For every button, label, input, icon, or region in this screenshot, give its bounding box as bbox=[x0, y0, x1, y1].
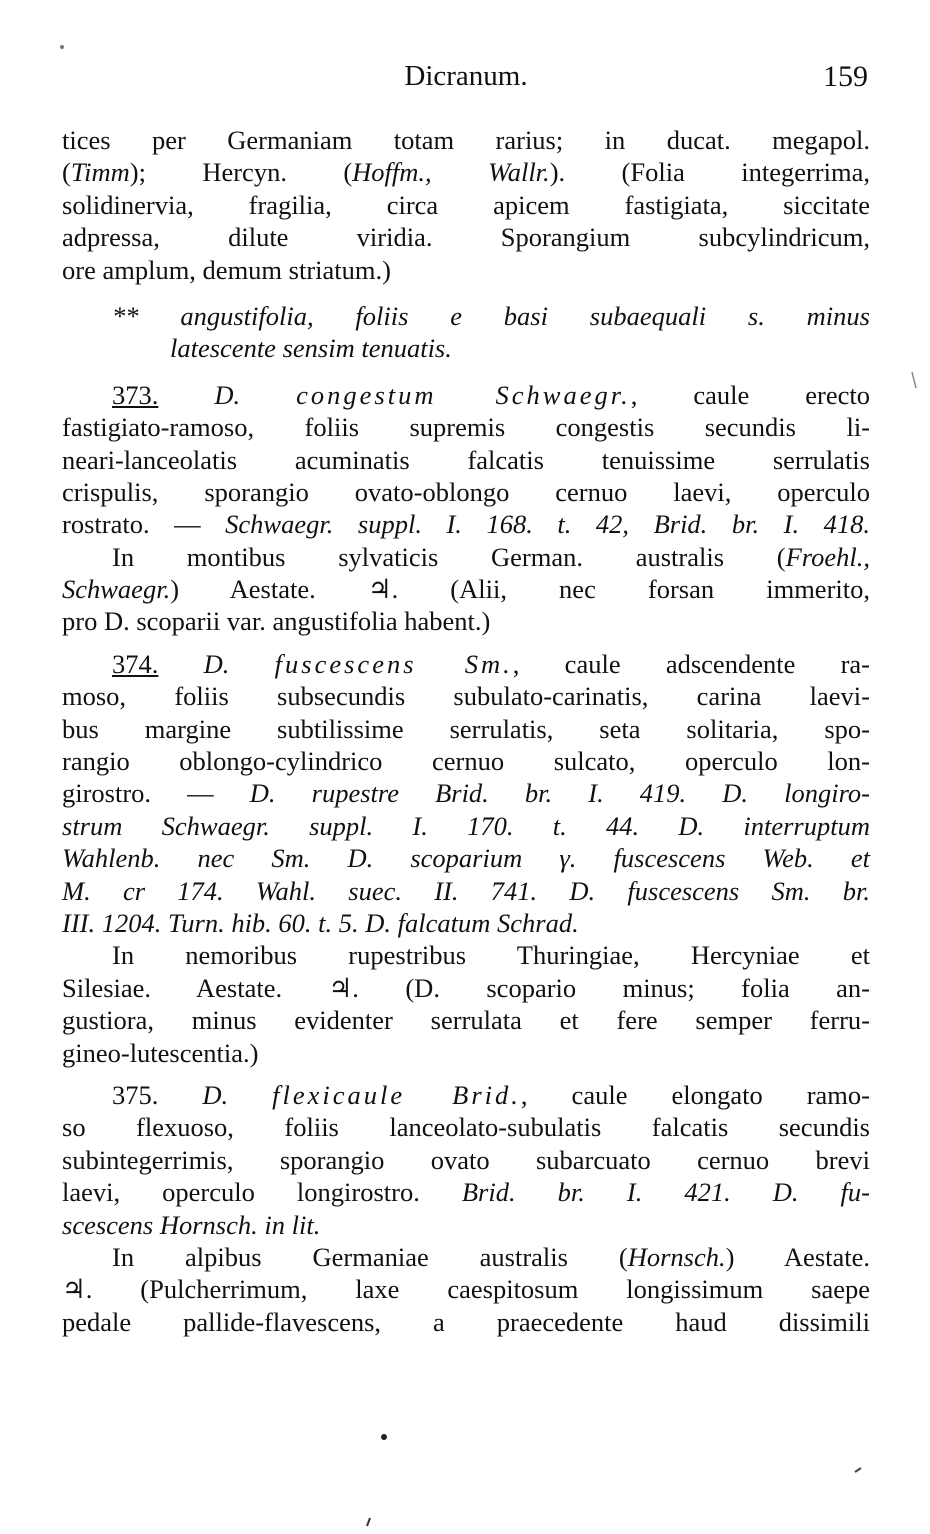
text-line: fastigiato-ramoso, foliis supremis congestis secundis li- bbox=[62, 412, 870, 443]
text-line: Silesiae. Aestate. ♃. (D. scopario minus; folia an- bbox=[62, 972, 870, 1003]
text-line: laevi, operculo longirostro. Brid. br. I. 421. D. fu- bbox=[62, 1177, 870, 1208]
text-line: In montibus sylvaticis German. australis (Froehl., bbox=[112, 541, 870, 572]
genus-abbrev: D. bbox=[202, 1079, 229, 1110]
species-entry-374 bbox=[62, 648, 870, 1069]
text-line: pro D. scoparii var. angustifolia habent.) bbox=[62, 606, 491, 637]
text-line: moso, foliis subsecundis subulato-carinatis, carina laevi- bbox=[62, 681, 870, 712]
text-line: girostro. — D. rupestre Brid. br. I. 419. D. longiro- bbox=[62, 778, 871, 809]
species-name: congestum Schwaegr. bbox=[296, 379, 631, 410]
subsection-heading-line: latescente sensim tenuatis. bbox=[170, 333, 452, 364]
entry-first-line: 373. D. congestum Schwaegr., caule erecto bbox=[112, 379, 871, 410]
running-header bbox=[64, 60, 868, 100]
page-number: 159 bbox=[823, 60, 868, 93]
ink-speck bbox=[855, 1468, 861, 1472]
subsection-heading bbox=[62, 300, 870, 365]
ink-speck bbox=[381, 1434, 387, 1440]
text-line: tices per Germaniam totam rarius; in ducat. megapol. bbox=[62, 125, 870, 155]
genus-abbrev: D. bbox=[203, 648, 230, 679]
text-line: rangio oblongo-cylindrico cernuo sulcato, operculo lon- bbox=[62, 746, 870, 777]
text-body bbox=[62, 124, 870, 1338]
text-line: In nemoribus rupestribus Thuringiae, Hercyniae et bbox=[112, 940, 870, 971]
reference-citation: D. rupestre Brid. br. I. 419. D. longiro- bbox=[249, 778, 871, 809]
text-line: Schwaegr.) Aestate. ♃. (Alii, nec forsan immerito, bbox=[62, 574, 870, 605]
running-title: Dicranum. bbox=[404, 60, 528, 92]
text-line: neari-lanceolatis acuminatis falcatis tenuissime serrulatis bbox=[62, 444, 870, 475]
ink-speck bbox=[60, 45, 64, 49]
genus-abbrev: D. bbox=[214, 379, 241, 410]
text-line: gineo-lutescentia.) bbox=[62, 1037, 259, 1068]
reference-citation: Schwaegr. suppl. I. 168. t. 42, Brid. br. I. 418. bbox=[225, 509, 871, 540]
text-line: adpressa, dilute viridia. Sporangium subcylindricum, bbox=[62, 222, 870, 253]
continuation-paragraph bbox=[62, 124, 870, 286]
text-line: crispulis, sporangio ovato-oblongo cernuo laevi, operculo bbox=[62, 476, 870, 507]
text-line: ♃. (Pulcherrimum, laxe caespitosum longissimum saepe bbox=[62, 1274, 870, 1305]
text-line: In alpibus Germaniae australis (Hornsch.) Aestate. bbox=[112, 1241, 871, 1272]
text-line: ore amplum, demum striatum.) bbox=[62, 254, 391, 285]
ink-speck bbox=[912, 372, 916, 388]
text-line: bus margine subtilissime serrulatis, seta solitaria, spo- bbox=[62, 713, 870, 744]
text-line: (Timm); Hercyn. (Hoffm., Wallr.). (Folia integerrima, bbox=[62, 157, 870, 188]
entry-first-line: 374. D. fuscescens Sm., caule adscendente ra- bbox=[112, 648, 870, 679]
reference-citation: scescens Hornsch. in lit. bbox=[62, 1209, 321, 1240]
text-line: solidinervia, fragilia, circa apicem fastigiata, siccitate bbox=[62, 189, 870, 220]
entry-number: 374. bbox=[112, 648, 159, 679]
reference-citation: Brid. br. I. 421. D. fu- bbox=[461, 1177, 870, 1208]
text-line: rostrato. — Schwaegr. suppl. I. 168. t. 42, Brid. br. I. 418. bbox=[62, 509, 871, 540]
species-entry-375 bbox=[62, 1079, 870, 1338]
species-entry-373 bbox=[62, 379, 870, 638]
reference-citation: Wahlenb. nec Sm. D. scoparium γ. fuscescens Web. et bbox=[62, 843, 870, 874]
text-line: so flexuoso, foliis lanceolato-subulatis falcatis secundis bbox=[62, 1112, 870, 1143]
reference-citation: M. cr 174. Wahl. suec. II. 741. D. fuscescens Sm. br. bbox=[62, 875, 870, 906]
subsection-heading-line: ** angustifolia, foliis e basi subaequali s. minus bbox=[112, 300, 870, 331]
species-name: flexicaule Brid. bbox=[272, 1079, 521, 1110]
entry-number: 373. bbox=[112, 379, 159, 410]
ink-speck bbox=[367, 1518, 370, 1526]
text-line: subintegerrimis, sporangio ovato subarcuato cernuo brevi bbox=[62, 1144, 870, 1175]
reference-citation: strum Schwaegr. suppl. I. 170. t. 44. D. interruptum bbox=[62, 810, 870, 841]
entry-number: 375. bbox=[112, 1079, 159, 1110]
text-line: gustiora, minus evidenter serrulata et fere semper ferru- bbox=[62, 1005, 870, 1036]
reference-citation: III. 1204. Turn. hib. 60. t. 5. D. falcatum Schrad. bbox=[62, 907, 579, 938]
species-name: fuscescens Sm. bbox=[274, 648, 513, 679]
text-line: pedale pallide-flavescens, a praecedente haud dissimili bbox=[62, 1306, 870, 1337]
entry-first-line: 375. D. flexicaule Brid., caule elongato ramo- bbox=[112, 1079, 870, 1110]
